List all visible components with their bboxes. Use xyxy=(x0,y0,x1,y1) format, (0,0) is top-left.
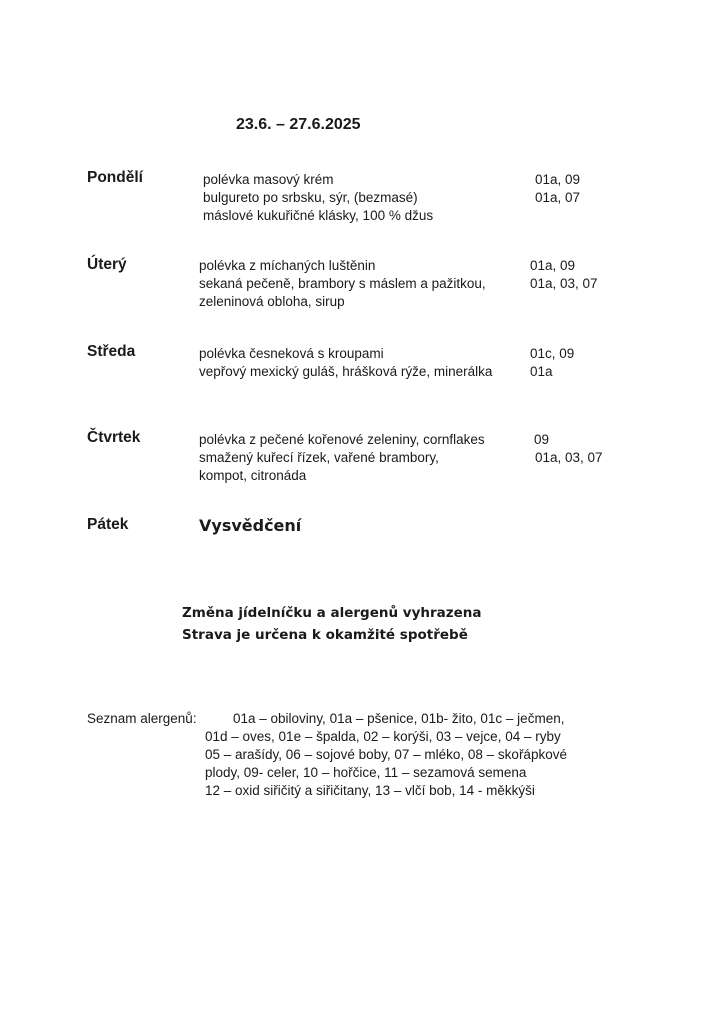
dish-line: polévka z pečené kořenové zeleniny, cornflakes xyxy=(199,432,485,447)
thursday-dishes xyxy=(199,431,485,485)
monday-dishes xyxy=(203,171,433,225)
wednesday-dishes xyxy=(199,345,492,381)
allergen-code: 01c, 09 xyxy=(530,346,575,361)
allergen-code: 09 xyxy=(534,432,550,447)
dish-line: smažený kuřecí řízek, vařené brambory, xyxy=(199,450,439,465)
friday-special: Vysvědčení xyxy=(199,516,302,535)
dish-line: sekaná pečeně, brambory s máslem a pažitkou, xyxy=(199,276,486,291)
allergen-line: 01a – obiloviny, 01a – pšenice, 01b- žito, 01c – ječmen, xyxy=(233,711,565,726)
allergen-list xyxy=(205,710,567,800)
day-thursday: Čtvrtek xyxy=(87,429,141,446)
allergen-code: 01a, 07 xyxy=(535,190,581,205)
allergen-code: 01a, 09 xyxy=(535,172,581,187)
day-wednesday: Středa xyxy=(87,343,136,360)
allergen-line: 12 – oxid siřičitý a siřičitany, 13 – vlčí bob, 14 - měkkýši xyxy=(205,783,535,798)
allergen-code: 01a, 03, 07 xyxy=(530,276,598,291)
day-tuesday: Úterý xyxy=(87,256,127,273)
dish-line: vepřový mexický guláš, hrášková rýže, minerálka xyxy=(199,364,493,379)
tuesday-dishes xyxy=(199,257,486,311)
dish-line: zeleninová obloha, sirup xyxy=(199,294,345,309)
dish-line: polévka z míchaných luštěnin xyxy=(199,258,376,273)
allergen-code: 01a, 09 xyxy=(530,258,576,273)
allergen-code: 01a xyxy=(530,364,553,379)
allergen-code: 01a, 03, 07 xyxy=(535,450,603,465)
allergens-label: Seznam alergenů: xyxy=(87,711,197,726)
notice-menu-change: Změna jídelníčku a alergenů vyhrazena xyxy=(182,605,482,621)
allergen-line: 01d – oves, 01e – špalda, 02 – korýši, 03 – vejce, 04 – ryby xyxy=(205,729,561,744)
allergen-line: 05 – arašídy, 06 – sojové boby, 07 – mléko, 08 – skořápkové xyxy=(205,747,567,762)
notice-immediate-consumption: Strava je určena k okamžité spotřebě xyxy=(182,627,468,643)
allergen-line: plody, 09- celer, 10 – hořčice, 11 – sezamová semena xyxy=(205,765,527,780)
dish-line: polévka česneková s kroupami xyxy=(199,346,384,361)
date-range: 23.6. – 27.6.2025 xyxy=(236,116,361,133)
day-monday: Pondělí xyxy=(87,169,143,186)
thursday-allergen-codes xyxy=(534,431,603,467)
dish-line: polévka masový krém xyxy=(203,172,334,187)
wednesday-allergen-codes xyxy=(530,345,574,381)
monday-allergen-codes xyxy=(535,171,580,207)
dish-line: máslové kukuřičné klásky, 100 % džus xyxy=(203,208,434,223)
dish-line: kompot, citronáda xyxy=(199,468,307,483)
tuesday-allergen-codes xyxy=(530,257,598,293)
day-friday: Pátek xyxy=(87,516,129,533)
dish-line: bulgureto po srbsku, sýr, (bezmasé) xyxy=(203,190,418,205)
